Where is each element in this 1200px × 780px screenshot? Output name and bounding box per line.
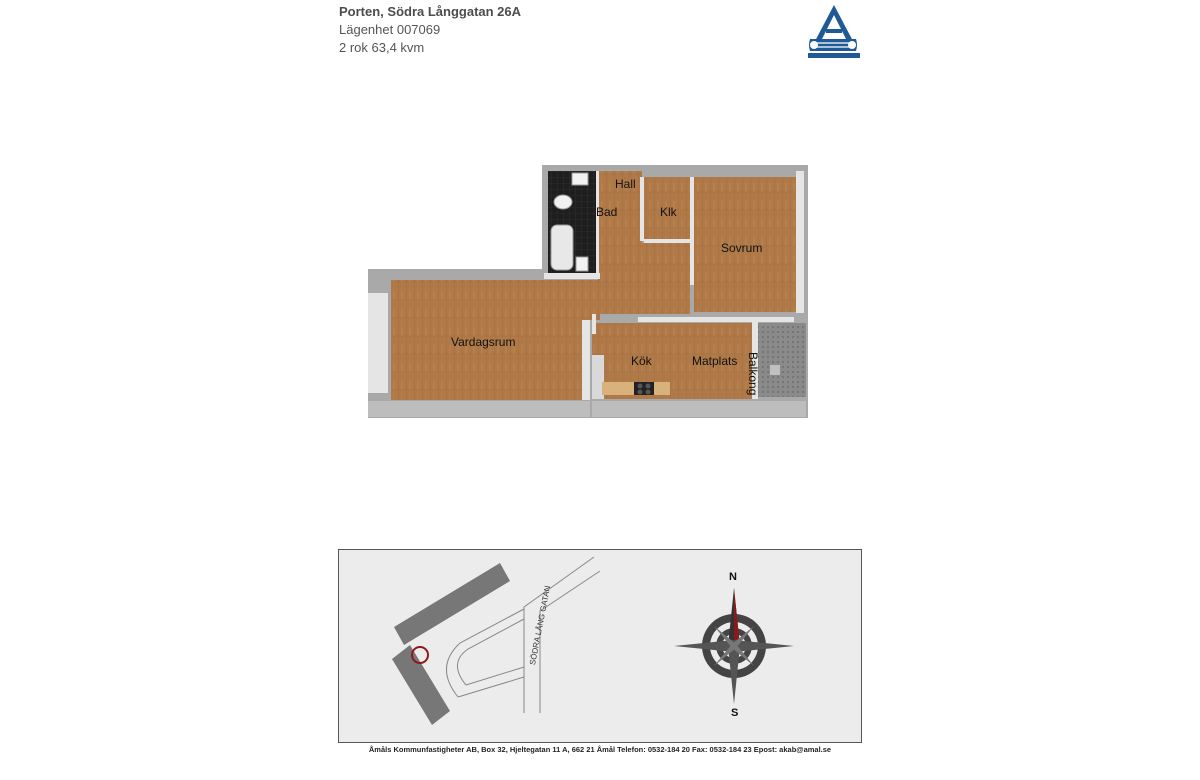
passage-floor xyxy=(642,243,690,314)
balcony-floor xyxy=(758,323,806,397)
room-label-sovrum: Sovrum xyxy=(721,241,763,255)
company-logo-icon xyxy=(804,3,864,61)
washer xyxy=(576,257,588,271)
room-label-matplats: Matplats xyxy=(692,354,738,368)
location-map xyxy=(338,549,862,743)
room-label-hall: Hall xyxy=(615,177,636,191)
apartment-size: 2 rok 63,4 kvm xyxy=(339,40,425,55)
stove xyxy=(634,382,654,395)
room-label-kok: Kök xyxy=(631,354,652,368)
sink xyxy=(572,173,588,185)
compass-south-label: S xyxy=(731,707,739,719)
address-title: Porten, Södra Långgatan 26A xyxy=(339,4,522,19)
header xyxy=(339,3,521,57)
map-drawing xyxy=(338,549,862,743)
hall-floor xyxy=(598,171,642,314)
bathtub xyxy=(551,225,573,270)
apartment-number: Lägenhet 007069 xyxy=(339,22,441,37)
toilet xyxy=(554,195,572,209)
room-label-balkong: Balkong xyxy=(746,352,760,396)
room-label-klk: Klk xyxy=(660,205,677,219)
room-label-vardagsrum: Vardagsrum xyxy=(451,335,516,349)
floor-plan xyxy=(366,165,810,420)
room-label-bad: Bad xyxy=(596,205,618,219)
street-label: SÖDRA LÅNG GATAN xyxy=(528,584,553,666)
footer-contact: Åmåls Kommunfastigheter AB, Box 32, Hjeltegatan 11 A, 662 21 Åmål Telefon: 0532-184 20 Fax: 0532-184 23 Epost: akab@amal.se xyxy=(368,745,832,754)
compass-north-label: N xyxy=(729,571,737,583)
